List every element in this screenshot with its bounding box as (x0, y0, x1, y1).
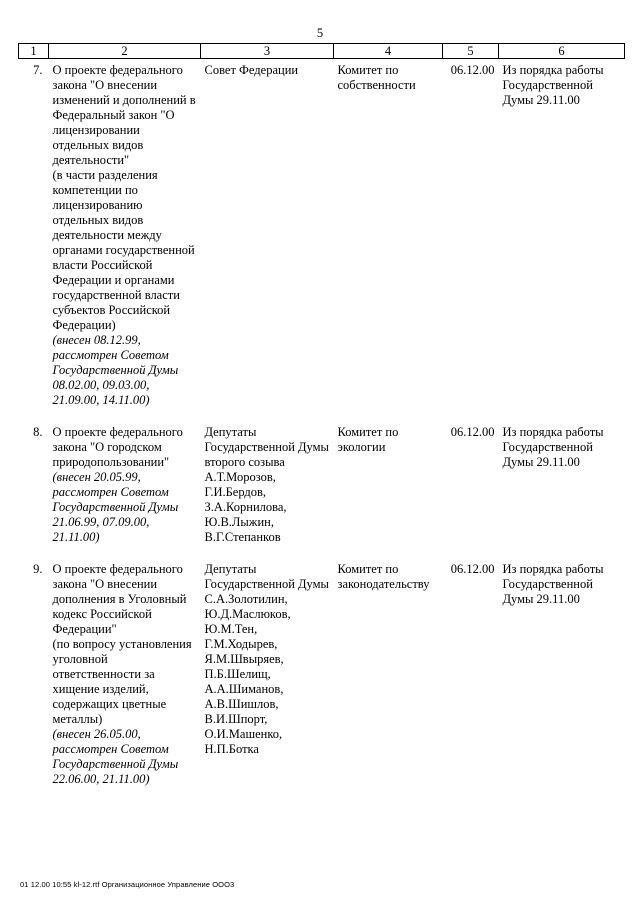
column-number-row (19, 44, 625, 59)
item-author: Депутаты Государственной Думы С.А.Золотилин, Ю.Д.Маслюков, Ю.М.Тен, Г.М.Ходырев, Я.М.Швыряев, П.Б.Шелищ, А.А.Шиманов, А.В.Шишлов, В.И.Шпорт, О.И.Машенко, Н.П.Ботка (204, 562, 329, 756)
print-footer: 01 12.00 10:55 kl-12.rtf Организационное Управление ООО3 (20, 880, 235, 889)
agenda-table (18, 43, 625, 787)
agenda-item (19, 421, 625, 545)
item-description (49, 558, 201, 787)
item-note: (внесен 08.12.99, рассмотрен Советом Государственной Думы 08.02.00, 09.03.00, 21.09.00, 14.11.00) (52, 333, 179, 407)
item-date: 06.12.00 (450, 425, 495, 439)
item-title: О проекте федерального закона "О городском природопользовании" (52, 425, 183, 469)
column-number: 3 (201, 44, 334, 59)
item-title: О проекте федерального закона "О внесении дополнения в Уголовный кодекс Российской Федерации" (по вопросу установления уголовной ответственности за хищение изделий, содержащих цветные металлы) (52, 562, 192, 726)
item-number: 8. (33, 425, 43, 439)
column-number: 2 (49, 44, 201, 59)
item-author: Совет Федерации (204, 63, 299, 77)
item-date: 06.12.00 (450, 562, 495, 576)
item-committee: Комитет по собственности (337, 63, 416, 92)
item-status: Из порядка работы Государственной Думы 29.11.00 (502, 562, 604, 606)
item-status: Из порядка работы Государственной Думы 29.11.00 (502, 63, 604, 107)
column-number: 1 (19, 44, 49, 59)
item-description (49, 59, 201, 409)
item-committee: Комитет по законодательству (337, 562, 430, 591)
page-number: 5 (316, 26, 324, 40)
item-number: 9. (33, 562, 43, 576)
column-number: 5 (443, 44, 499, 59)
item-title: О проекте федерального закона "О внесении изменений и дополнений в Федеральный закон "О лицензировании отдельных видов деятельности" (в части разделения компетенции по лицензированию отдельных видов деятельности между органами государственной власти Российской Федерации и органами государственной власти субъектов Российской Федерации) (52, 63, 196, 332)
item-note: (внесен 26.05.00, рассмотрен Советом Государственной Думы 22.06.00, 21.11.00) (52, 727, 179, 786)
item-note: (внесен 20.05.99, рассмотрен Советом Государственной Думы 21.06.99, 07.09.00, 21.11.00) (52, 470, 179, 544)
item-description (49, 421, 201, 545)
item-number: 7. (33, 63, 43, 77)
item-author: Депутаты Государственной Думы второго созыва А.Т.Морозов, Г.И.Бердов, З.А.Корнилова, Ю.В.Лыжин, В.Г.Степанков (204, 425, 329, 544)
column-number: 4 (334, 44, 443, 59)
item-status: Из порядка работы Государственной Думы 29.11.00 (502, 425, 604, 469)
agenda-item (19, 59, 625, 409)
item-date: 06.12.00 (450, 63, 495, 77)
item-committee: Комитет по экологии (337, 425, 399, 454)
agenda-item (19, 558, 625, 787)
column-number: 6 (499, 44, 625, 59)
